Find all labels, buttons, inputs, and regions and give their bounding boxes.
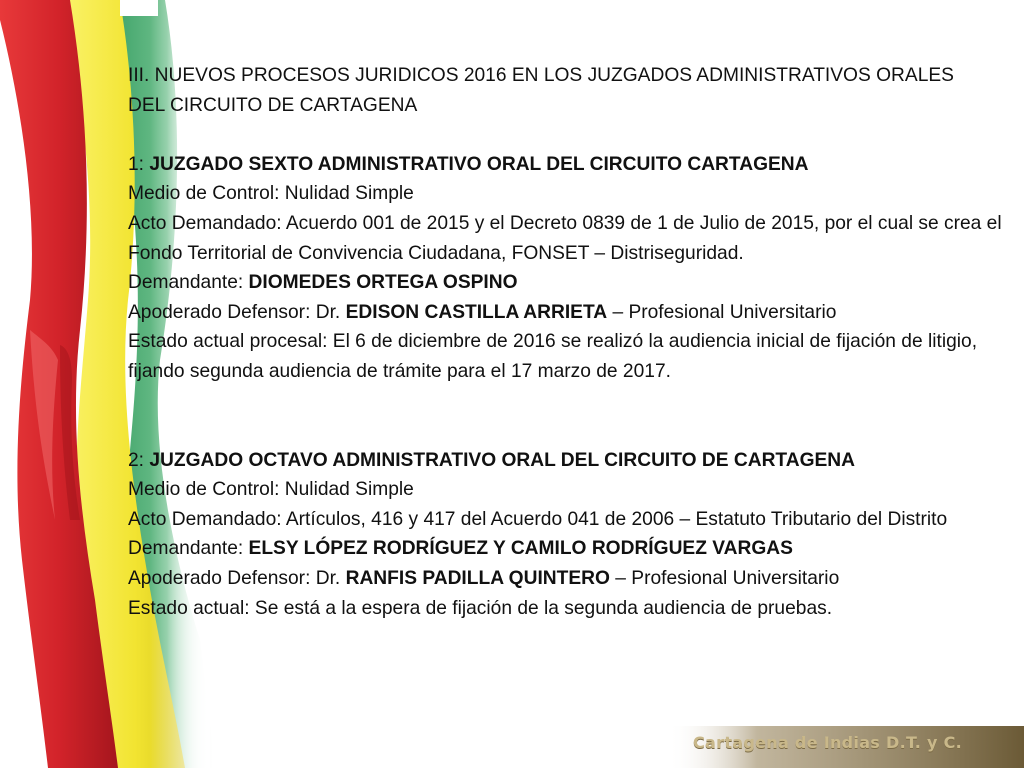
case-2-court: JUZGADO OCTAVO ADMINISTRATIVO ORAL DEL CIRCUITO DE CARTAGENA xyxy=(149,449,856,471)
footer-city-label: Cartagena de Indias D.T. y C. xyxy=(693,733,962,752)
spacer xyxy=(128,120,1003,150)
case-1-estado: Estado actual procesal: El 6 de diciembre de 2016 se realizó la audiencia inicial de fijación de litigio, fijando segunda audiencia de trámite para el 17 marzo de 2017. xyxy=(128,331,978,382)
case-1-court: JUZGADO SEXTO ADMINISTRATIVO ORAL DEL CIRCUITO CARTAGENA xyxy=(149,153,809,175)
slide-heading xyxy=(128,61,1003,120)
case-2-estado: Estado actual: Se está a la espera de fijación de la segunda audiencia de pruebas. xyxy=(128,597,833,619)
case-2-demandante: ELSY LÓPEZ RODRÍGUEZ Y CAMILO RODRÍGUEZ VARGAS xyxy=(248,538,793,560)
case-2-control: Medio de Control: Nulidad Simple xyxy=(128,479,414,501)
case-2-apoderado: RANFIS PADILLA QUINTERO xyxy=(345,567,610,589)
case-2-demandante-line xyxy=(128,534,1003,564)
case-1-court-line xyxy=(128,150,1003,180)
case-2-acto: Acto Demandado: Artículos, 416 y 417 del Acuerdo 041 de 2006 – Estatuto Tributario del Distrito xyxy=(128,508,948,530)
case-1-number: 1: xyxy=(128,153,150,175)
heading-line-1: III. NUEVOS PROCESOS JURIDICOS 2016 EN LOS JUZGADOS ADMINISTRATIVOS ORALES xyxy=(128,65,954,86)
case-1-apoderado: EDISON CASTILLA ARRIETA xyxy=(345,301,608,323)
case-2-apoderado-line xyxy=(128,564,1003,594)
slide-body xyxy=(128,61,1003,623)
case-1-demandante-line xyxy=(128,268,1003,298)
case-1-acto: Acto Demandado: Acuerdo 001 de 2015 y el Decreto 0839 de 1 de Julio de 2015, por el cual se crea el Fondo Territorial de Convivencia Ciudadana, FONSET – Distriseguridad. xyxy=(128,212,1002,264)
case-1-apoderado-label: Apoderado Defensor: Dr. xyxy=(128,301,346,323)
case-1-control: Medio de Control: Nulidad Simple xyxy=(128,183,414,205)
case-1-apoderado-line xyxy=(128,298,1003,328)
case-2-court-line xyxy=(128,446,1003,476)
case-2-demandante-label: Demandante: xyxy=(128,538,249,560)
case-2-apoderado-suffix: – Profesional Universitario xyxy=(609,567,840,589)
heading-line-2: DEL CIRCUITO DE CARTAGENA xyxy=(128,94,418,116)
case-2 xyxy=(128,446,1003,624)
case-1-apoderado-suffix: – Profesional Universitario xyxy=(607,301,837,323)
case-1-demandante-label: Demandante: xyxy=(128,272,249,294)
case-1 xyxy=(128,150,1003,387)
case-1-demandante: DIOMEDES ORTEGA OSPINO xyxy=(248,272,518,294)
case-2-number: 2: xyxy=(128,449,150,471)
case-2-apoderado-label: Apoderado Defensor: Dr. xyxy=(128,567,346,589)
spacer xyxy=(128,387,1003,446)
